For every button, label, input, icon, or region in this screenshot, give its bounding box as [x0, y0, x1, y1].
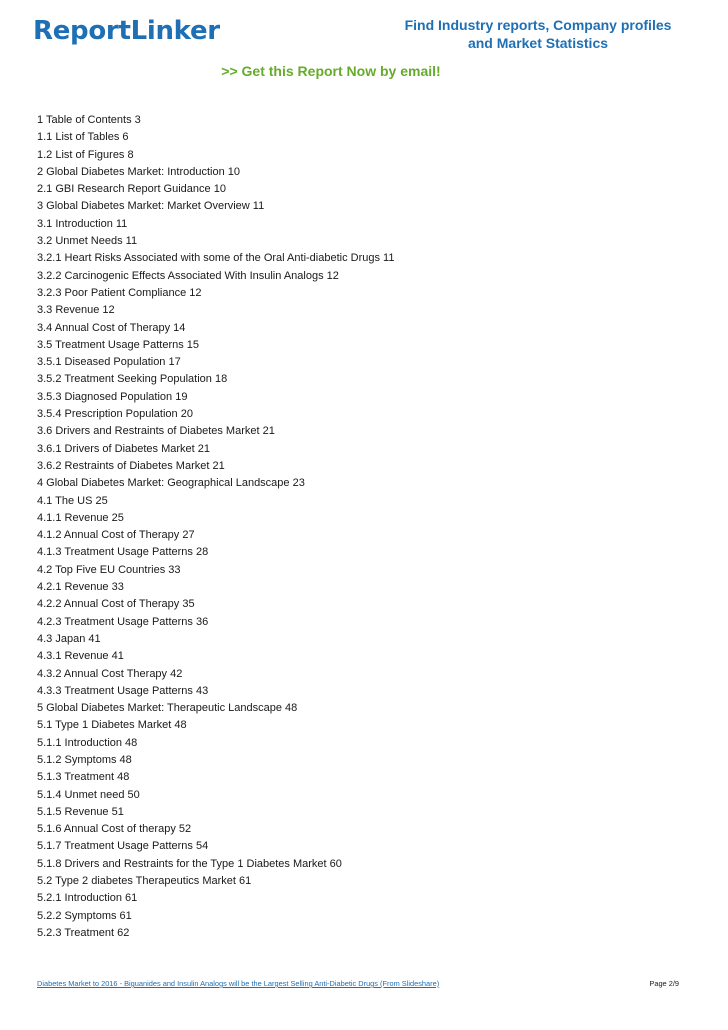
toc-entry: 5.1.1 Introduction 48 [37, 736, 138, 749]
tagline-line-1: Find Industry reports, Company profiles [404, 17, 672, 33]
toc-entry: 3.5 Treatment Usage Patterns 15 [37, 338, 200, 351]
toc-entry: 5.1.8 Drivers and Restraints for the Type 1 Diabetes Market 60 [37, 857, 342, 870]
toc-entry: 4.1.1 Revenue 25 [37, 511, 124, 524]
toc-entry: 3 Global Diabetes Market: Market Overview 11 [37, 200, 265, 213]
toc-entry: 5.1.4 Unmet need 50 [37, 788, 140, 801]
toc-entry: 1 Table of Contents 3 [37, 114, 141, 126]
reportlinker-logo[interactable]: ReportLinker [33, 16, 220, 46]
get-report-link[interactable]: >> Get this Report Now by email! [221, 63, 441, 79]
table-of-contents [37, 112, 394, 942]
footer-source-link[interactable]: Diabetes Market to 2016 - Biguanides and Insulin Analogs will be the Largest Selling Anti-Diabetic Drugs (From Slideshare) [37, 979, 440, 988]
toc-entry: 4.3.3 Treatment Usage Patterns 43 [37, 684, 209, 697]
toc-entry: 4.2.1 Revenue 33 [37, 581, 124, 594]
toc-entry: 3.5.2 Treatment Seeking Population 18 [37, 373, 228, 386]
toc-entry: 5.1.2 Symptoms 48 [37, 753, 132, 766]
toc-entry: 4.3 Japan 41 [37, 632, 101, 645]
toc-entry: 3.2.2 Carcinogenic Effects Associated With Insulin Analogs 12 [37, 269, 339, 282]
toc-entry: 5.2.1 Introduction 61 [37, 892, 138, 905]
toc-entry: 3.5.3 Diagnosed Population 19 [37, 390, 188, 403]
toc-entry: 2.1 GBI Research Report Guidance 10 [37, 183, 226, 196]
toc-entry: 3.4 Annual Cost of Therapy 14 [37, 321, 186, 334]
toc-entry: 4.1.3 Treatment Usage Patterns 28 [37, 546, 209, 559]
toc-entry: 5 Global Diabetes Market: Therapeutic Landscape 48 [37, 702, 298, 715]
toc-entry: 5.2.2 Symptoms 61 [37, 909, 132, 922]
toc-entry: 4.2 Top Five EU Countries 33 [37, 563, 181, 576]
toc-entry: 3.2 Unmet Needs 11 [37, 235, 138, 248]
toc-entry: 5.1.5 Revenue 51 [37, 805, 124, 818]
toc-entry: 3.1 Introduction 11 [37, 217, 128, 230]
toc-entry: 5.2.3 Treatment 62 [37, 926, 130, 939]
toc-entry: 1.2 List of Figures 8 [37, 148, 134, 161]
toc-entry: 3.5.4 Prescription Population 20 [37, 408, 193, 421]
toc-entry: 3.6.1 Drivers of Diabetes Market 21 [37, 442, 211, 455]
toc-entry: 3.2.1 Heart Risks Associated with some of the Oral Anti-diabetic Drugs 11 [37, 252, 395, 265]
toc-entry: 4.3.2 Annual Cost Therapy 42 [37, 667, 183, 680]
toc-entry: 4 Global Diabetes Market: Geographical Landscape 23 [37, 477, 305, 490]
toc-entry: 5.1 Type 1 Diabetes Market 48 [37, 719, 187, 732]
toc-entry: 4.1 The US 25 [37, 494, 108, 507]
toc-entry: 4.2.3 Treatment Usage Patterns 36 [37, 615, 209, 628]
toc-entry: 5.2 Type 2 diabetes Therapeutics Market 61 [37, 875, 252, 888]
toc-entry: 2 Global Diabetes Market: Introduction 10 [37, 165, 241, 178]
tagline-line-2: and Market Statistics [467, 35, 609, 51]
toc-entry: 1.1 List of Tables 6 [37, 131, 129, 144]
page-number: Page 2/9 [649, 979, 679, 988]
toc-entry: 4.3.1 Revenue 41 [37, 650, 124, 663]
toc-entry: 4.2.2 Annual Cost of Therapy 35 [37, 598, 195, 611]
toc-entry: 3.6.2 Restraints of Diabetes Market 21 [37, 459, 225, 472]
toc-entry: 4.1.2 Annual Cost of Therapy 27 [37, 529, 195, 542]
header-tagline [388, 16, 688, 52]
toc-entry: 3.2.3 Poor Patient Compliance 12 [37, 286, 202, 299]
toc-entry: 3.5.1 Diseased Population 17 [37, 356, 181, 369]
toc-entry: 3.3 Revenue 12 [37, 304, 115, 317]
toc-entry: 5.1.7 Treatment Usage Patterns 54 [37, 840, 209, 853]
toc-entry: 5.1.6 Annual Cost of therapy 52 [37, 823, 192, 836]
toc-entry: 5.1.3 Treatment 48 [37, 771, 130, 784]
toc-entry: 3.6 Drivers and Restraints of Diabetes Market 21 [37, 425, 275, 438]
